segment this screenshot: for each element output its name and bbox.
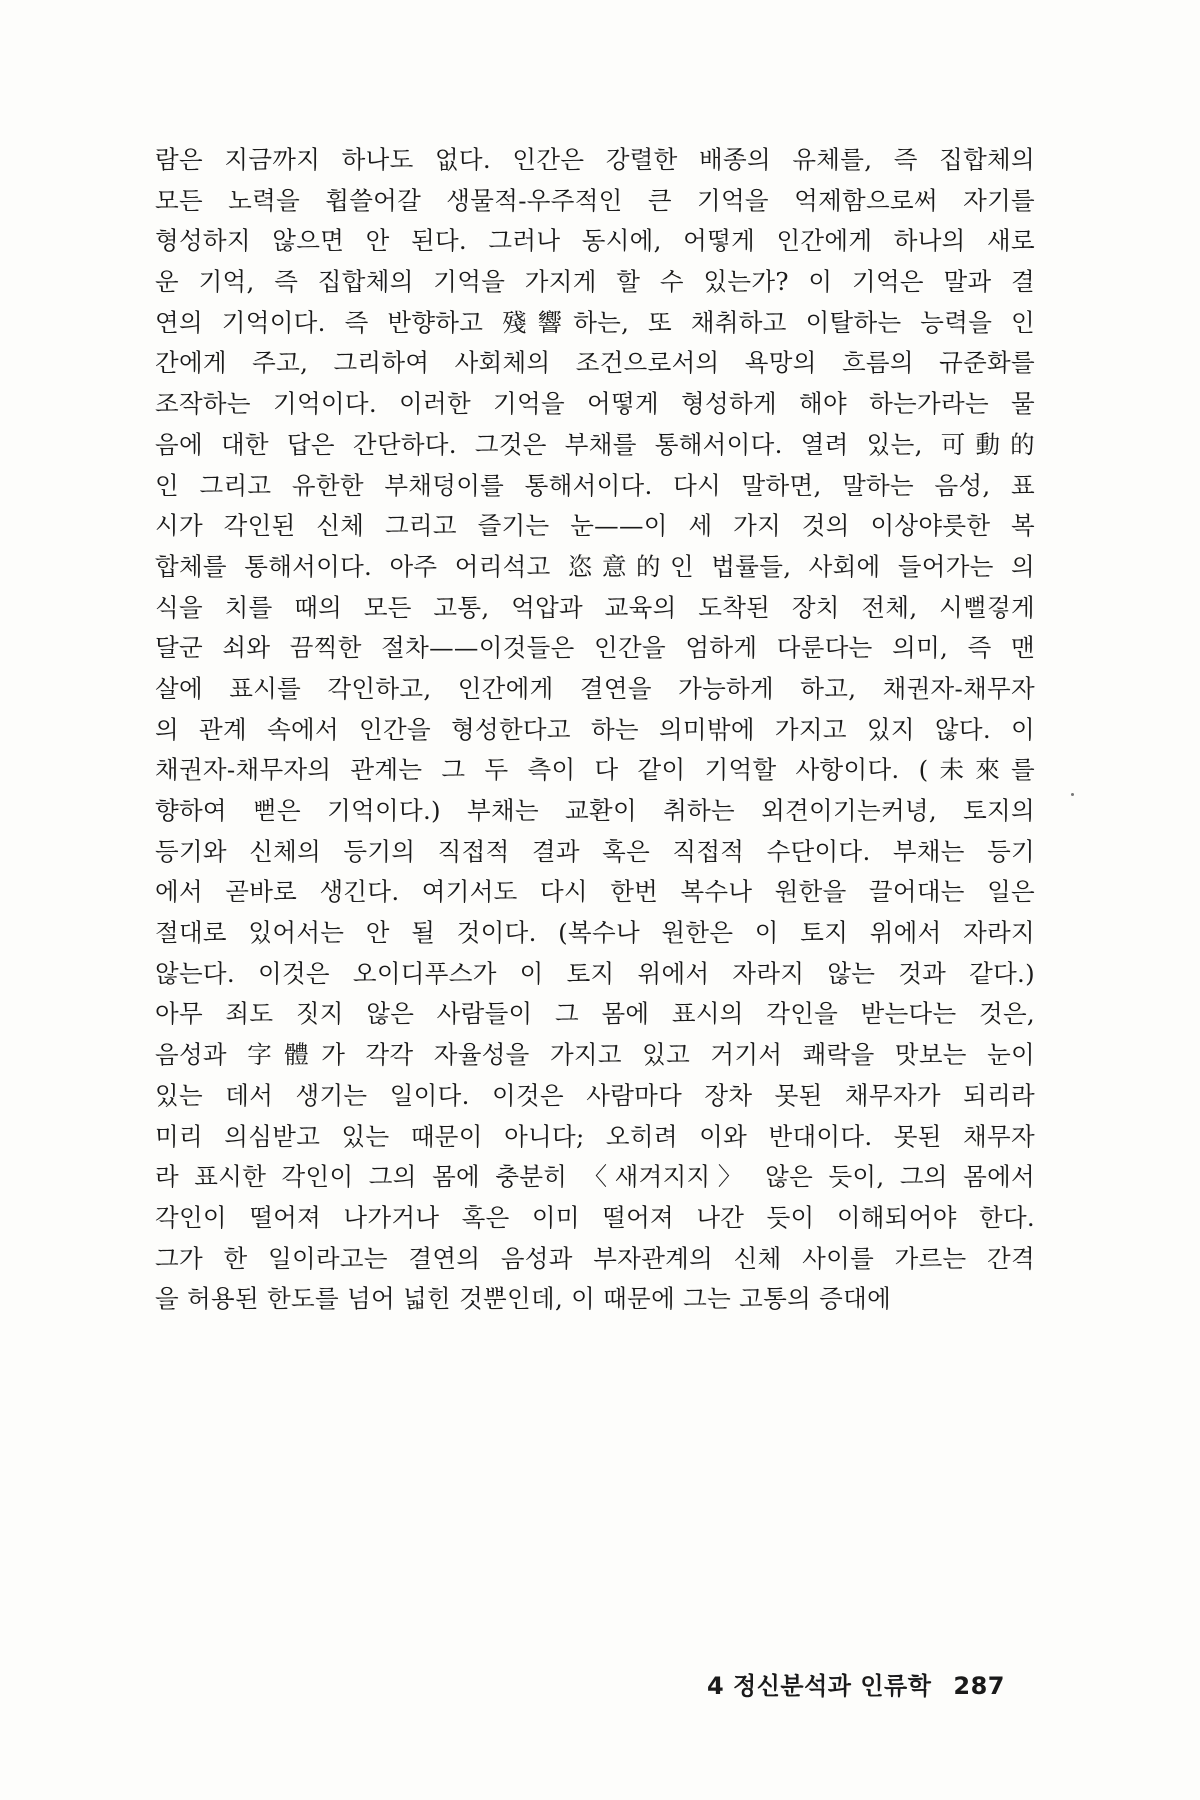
text-line: 연의 기억이다. 즉 반향하고 殘響하는, 또 채취하고 이탈하는 능력을 인	[155, 307, 1035, 337]
text-line: 아무 죄도 짓지 않은 사람들이 그 몸에 표시의 각인을 받는다는 것은,	[155, 999, 1035, 1029]
text-line: 에서 곧바로 생긴다. 여기서도 다시 한번 복수나 원한을 끌어대는 일은	[155, 877, 1035, 907]
text-line: 미리 의심받고 있는 때문이 아니다; 오히려 이와 반대이다. 못된 채무자	[155, 1121, 1035, 1151]
text-line: 절대로 있어서는 안 될 것이다. (복수나 원한은 이 토지 위에서 자라지	[155, 918, 1035, 948]
text-line: 조작하는 기억이다. 이러한 기억을 어떻게 형성하게 해야 하는가라는 물	[155, 389, 1035, 419]
text-line: 않는다. 이것은 오이디푸스가 이 토지 위에서 자라지 않는 것과 같다.)	[155, 958, 1035, 988]
text-line: 을 허용된 한도를 넘어 넓힌 것뿐인데, 이 때문에 그는 고통의 증대에	[155, 1284, 892, 1314]
text-line: 모든 노력을 휩쓸어갈 생물적-우주적인 큰 기억을 억제함으로써 자기를	[155, 185, 1035, 215]
text-line: 각인이 떨어져 나가거나 혹은 이미 떨어져 나간 듯이 이해되어야 한다.	[155, 1202, 1035, 1232]
text-line: 음성과 字體가 각각 자율성을 가지고 있고 거기서 쾌락을 맛보는 눈이	[155, 1040, 1035, 1070]
text-line: 채권자-채무자의 관계는 그 두 측이 다 같이 기억할 사항이다. (未來를	[155, 755, 1035, 785]
text-line: 형성하지 않으면 안 된다. 그러나 동시에, 어떻게 인간에게 하나의 새로	[155, 226, 1035, 256]
text-line: 인 그리고 유한한 부채덩이를 통해서이다. 다시 말하면, 말하는 음성, 표	[155, 470, 1035, 500]
text-line: 향하여 뻗은 기억이다.) 부채는 교환이 취하는 외견이기는커녕, 토지의	[155, 796, 1035, 825]
text-line: 의 관계 속에서 인간을 형성한다고 하는 의미밖에 가지고 있지 않다. 이	[155, 714, 1035, 744]
text-line: 람은 지금까지 하나도 없다. 인간은 강렬한 배종의 유체를, 즉 집합체의	[155, 145, 1035, 174]
text-line: 간에게 주고, 그리하여 사회체의 조건으로서의 욕망의 흐름의 규준화를	[155, 348, 1035, 378]
running-footer	[707, 1666, 1005, 1701]
text-line: 등기와 신체의 등기의 직접적 결과 혹은 직접적 수단이다. 부채는 등기	[155, 836, 1035, 866]
text-line: 있는 데서 생기는 일이다. 이것은 사람마다 장차 못된 채무자가 되리라	[155, 1080, 1035, 1110]
text-line: 라 표시한 각인이 그의 몸에 충분히 〈새겨지지〉 않은 듯이, 그의 몸에서	[155, 1162, 1035, 1192]
text-line: 음에 대한 답은 간단하다. 그것은 부채를 통해서이다. 열려 있는, 可動的	[155, 429, 1035, 459]
text-line: 운 기억, 즉 집합체의 기억을 가지게 할 수 있는가? 이 기억은 말과 결	[155, 267, 1035, 297]
body-text	[155, 140, 1035, 1320]
text-line: 달군 쇠와 끔찍한 절차——이것들은 인간을 엄하게 다룬다는 의미, 즉 맨	[155, 633, 1035, 663]
text-line: 식을 치를 때의 모든 고통, 억압과 교육의 도착된 장치 전체, 시뻘겋게	[155, 592, 1035, 622]
text-line: 살에 표시를 각인하고, 인간에게 결연을 가능하게 하고, 채권자-채무자	[155, 673, 1035, 703]
margin-speck	[1071, 793, 1074, 796]
page-number: 287	[953, 1672, 1005, 1700]
text-line: 합체를 통해서이다. 아주 어리석고 恣意的인 법률들, 사회에 들어가는 의	[155, 551, 1035, 581]
footer-section-title: 4 정신분석과 인류학	[707, 1672, 932, 1700]
text-line: 그가 한 일이라고는 결연의 음성과 부자관계의 신체 사이를 가르는 간격	[155, 1243, 1035, 1273]
text-line: 시가 각인된 신체 그리고 즐기는 눈——이 세 가지 것의 이상야릇한 복	[155, 511, 1035, 541]
